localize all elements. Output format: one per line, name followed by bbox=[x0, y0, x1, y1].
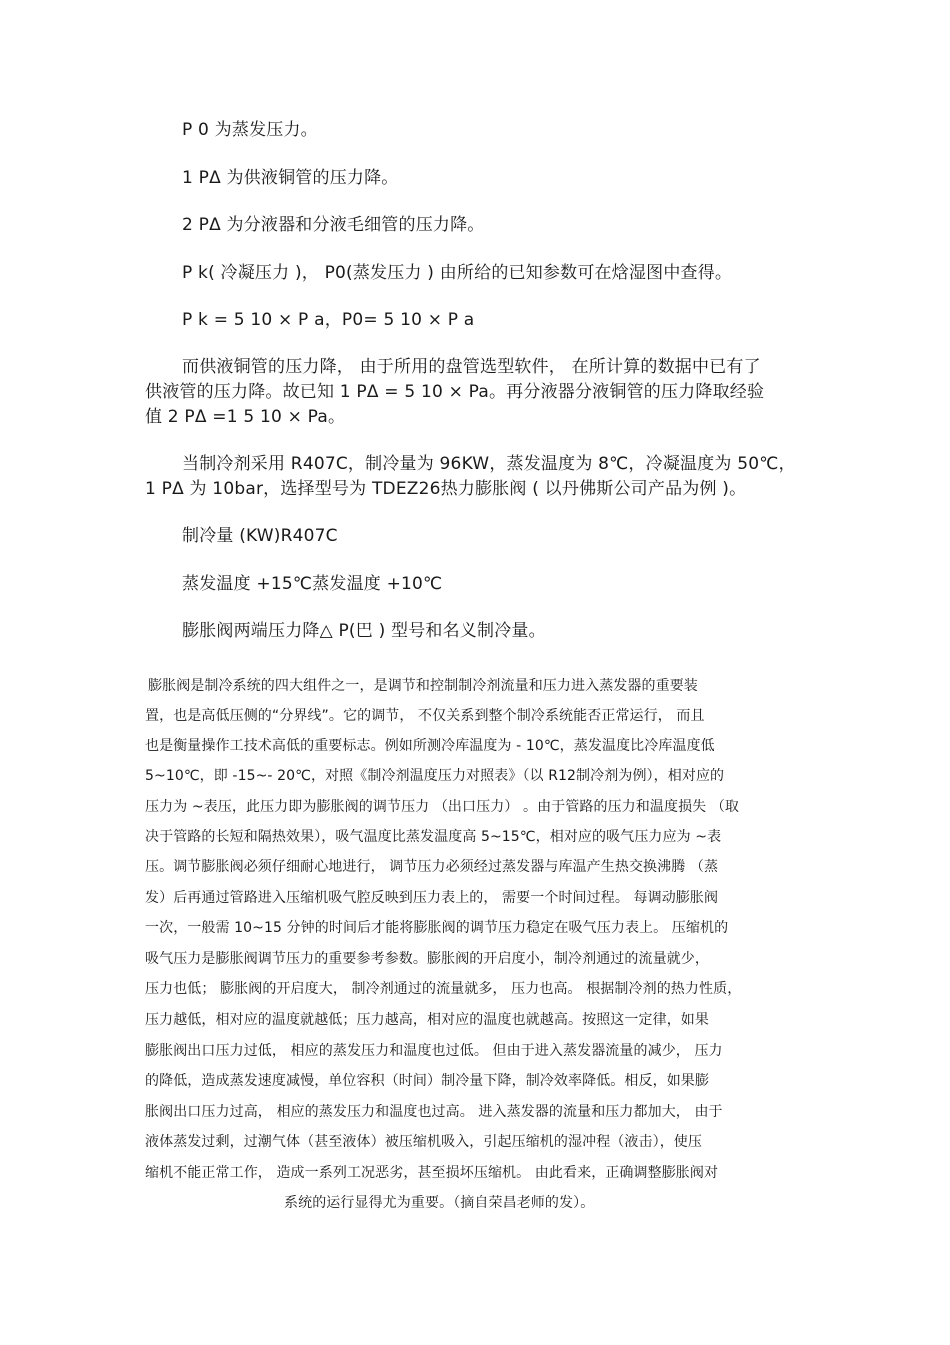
paragraph-line: 系统的运行显得尤为重要。（摘自荣昌老师的发）。 bbox=[284, 1195, 595, 1211]
paragraph-line: 压力越低，相对应的温度就越低；压力越高，相对应的温度也就越高。按照这一定律，如果 bbox=[145, 1012, 709, 1028]
paragraph-line: 液体蒸发过剩，过潮气体（甚至液体）被压缩机吸入，引起压缩机的湿冲程（液击），使压 bbox=[145, 1134, 702, 1150]
paragraph-line: 5~10℃，即 -15~- 20℃，对照《制冷剂温度压力对照表》（以 R12制冷剂为例），相对应的 bbox=[145, 768, 725, 784]
paragraph-line: 发）后再通过管路进入压缩机吸气腔反映到压力表上的， 需要一个时间过程。 每调动膨胀阀 bbox=[145, 890, 719, 906]
paragraph-line: 的降低，造成蒸发速度减慢，单位容积（时间）制冷量下降，制冷效率降低。相反，如果膨 bbox=[145, 1073, 709, 1089]
paragraph-line: 膨胀阀是制冷系统的四大组件之一，是调节和控制制冷剂流量和压力进入蒸发器的重要装 bbox=[148, 678, 698, 694]
paragraph-line: 也是衡量操作工技术高低的重要标志。例如所测冷库温度为 - 10℃，蒸发温度比冷库温度低 bbox=[145, 738, 715, 754]
text-line: P k = 5 10 × P a，P0= 5 10 × P a bbox=[182, 310, 475, 330]
paragraph-line: 决于管路的长短和隔热效果），吸气温度比蒸发温度高 5~15℃，相对应的吸气压力应为 ~表 bbox=[145, 829, 722, 845]
text-line: 蒸发温度 +15℃蒸发温度 +10℃ bbox=[182, 574, 443, 594]
paragraph-line: 胀阀出口压力过高， 相应的蒸发压力和温度也过高。 进入蒸发器的流量和压力都加大， 由于 bbox=[145, 1104, 723, 1120]
text-line: 制冷量 (KW)R407C bbox=[182, 526, 338, 546]
paragraph-line: 缩机不能正常工作， 造成一系列工况恶劣，甚至损坏压缩机。 由此看来，正确调整膨胀阀对 bbox=[145, 1165, 719, 1181]
paragraph-line: 压力为 ~表压，此压力即为膨胀阀的调节压力 （出口压力） 。由于管路的压力和温度损失 （取 bbox=[145, 799, 740, 815]
paragraph-line: 一次，一般需 10~15 分钟的时间后才能将膨胀阀的调节压力稳定在吸气压力表上。 压缩机的 bbox=[145, 920, 729, 936]
paragraph-line: 压。调节膨胀阀必须仔细耐心地进行， 调节压力必须经过蒸发器与库温产生热交换沸腾 （蒸 bbox=[145, 859, 719, 875]
text-line: 1 PΔ 为供液铜管的压力降。 bbox=[182, 168, 399, 188]
text-line: P 0 为蒸发压力。 bbox=[182, 120, 318, 140]
paragraph-line: 压力也低； 膨胀阀的开启度大， 制冷剂通过的流量就多， 压力也高。 根据制冷剂的热力性质， bbox=[145, 981, 742, 997]
paragraph-line: 置，也是高低压侧的“分界线”。它的调节， 不仅关系到整个制冷系统能否正常运行， 而且 bbox=[145, 708, 705, 724]
text-line: P k( 冷凝压力 )， P0(蒸发压力 ) 由所给的已知参数可在焓湿图中查得。 bbox=[182, 263, 733, 283]
paragraph-line: 膨胀阀出口压力过低， 相应的蒸发压力和温度也过低。 但由于进入蒸发器流量的减少， 压力 bbox=[145, 1043, 723, 1059]
paragraph-line: 吸气压力是膨胀阀调节压力的重要参考参数。膨胀阀的开启度小，制冷剂通过的流量就少， bbox=[145, 951, 709, 967]
text-line: 当制冷剂采用 R407C，制冷量为 96KW，蒸发温度为 8℃，冷凝温度为 50℃， bbox=[182, 454, 796, 474]
text-line: 值 2 PΔ =1 5 10 × Pa。 bbox=[145, 407, 346, 427]
text-line: 2 PΔ 为分液器和分液毛细管的压力降。 bbox=[182, 215, 485, 235]
text-line: 膨胀阀两端压力降△ P(巴 ) 型号和名义制冷量。 bbox=[182, 621, 546, 641]
text-line: 1 PΔ 为 10bar，选择型号为 TDEZ26热力膨胀阀 ( 以丹佛斯公司产品为例 )。 bbox=[145, 479, 747, 499]
text-line: 而供液铜管的压力降， 由于所用的盘管选型软件， 在所计算的数据中已有了 bbox=[182, 357, 761, 377]
text-line: 供液管的压力降。故已知 1 PΔ = 5 10 × Pa。再分液器分液铜管的压力降取经验 bbox=[145, 382, 765, 402]
